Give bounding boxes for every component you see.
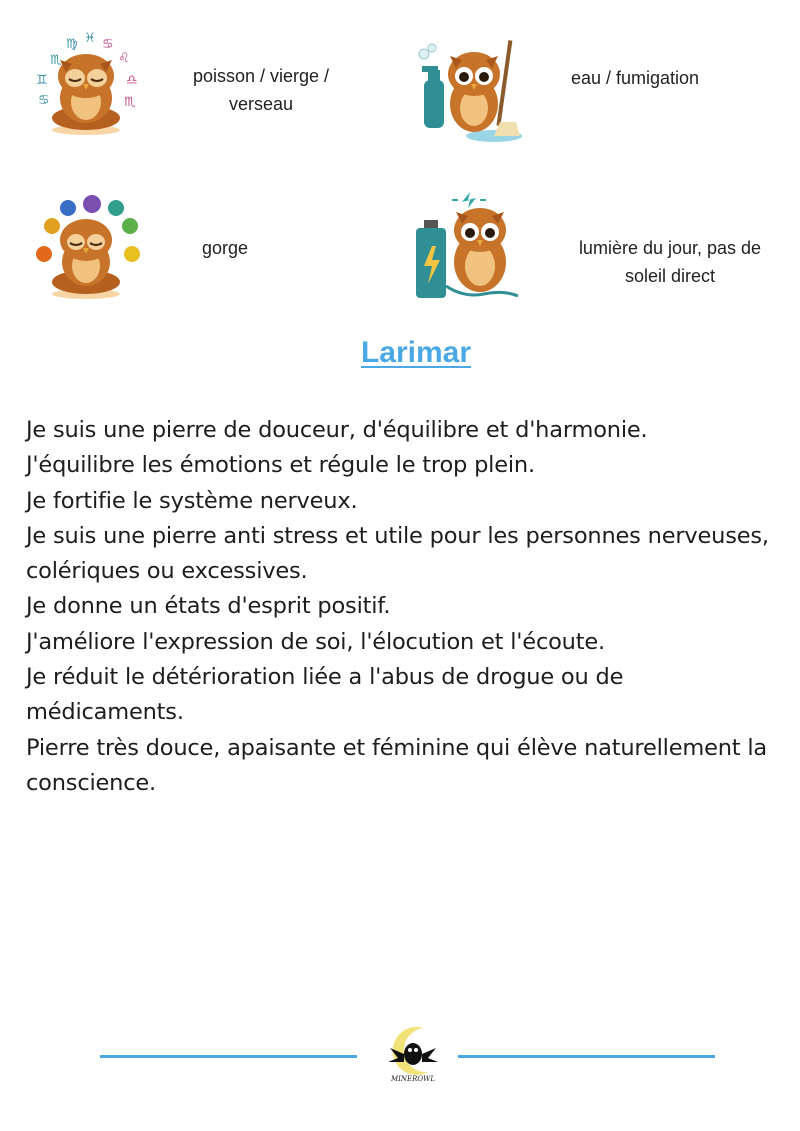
zodiac-owl-icon (30, 28, 142, 140)
svg-text:♊: ♊ (36, 73, 48, 88)
paragraph: Pierre très douce, apaisante et féminine qui élève naturellement la conscience. (26, 734, 768, 796)
paragraph: Je suis une pierre de douceur, d'équilibre et d'harmonie. (26, 417, 648, 443)
svg-text:♎: ♎ (126, 73, 138, 88)
footer-divider-right (458, 1055, 715, 1058)
cleansing-label: eau / fumigation (570, 68, 700, 88)
description-body (26, 413, 776, 801)
chakra-owl-icon (30, 192, 142, 304)
footer-divider-left (100, 1055, 357, 1058)
svg-text:♓: ♓ (84, 31, 96, 46)
svg-text:♋: ♋ (38, 93, 50, 108)
chakra-label: gorge (201, 238, 249, 258)
battery-owl-icon (414, 190, 526, 302)
svg-text:♏: ♏ (124, 95, 136, 110)
paragraph: Je réduit le détérioration liée a l'abus de drogue ou de médicaments. (26, 664, 624, 726)
zodiac-label: poisson / vierge / verseau (192, 66, 330, 114)
paragraph: J'équilibre les émotions et régule le trop plein. (26, 452, 535, 479)
svg-text:♋: ♋ (102, 37, 114, 52)
minerowl-logo (384, 1024, 442, 1086)
cleaning-owl-icon (414, 36, 526, 148)
recharge-label: lumière du jour, pas de soleil direct (578, 238, 762, 286)
page-title: Larimar (360, 336, 472, 369)
logo-text: MINEROWL (390, 1075, 436, 1083)
paragraph: Je donne un états d'esprit positif. (26, 593, 391, 620)
paragraph: Je fortifie le système nerveux. (26, 487, 358, 514)
paragraph: Je suis une pierre anti stress et utile pour les personnes nerveuses, colériques ou excessives. (26, 522, 769, 585)
svg-text:♏: ♏ (50, 53, 62, 68)
svg-text:♌: ♌ (118, 51, 130, 66)
paragraph: J'améliore l'expression de soi, l'élocution et l'écoute. (26, 628, 605, 655)
svg-text:♍: ♍ (66, 37, 78, 52)
